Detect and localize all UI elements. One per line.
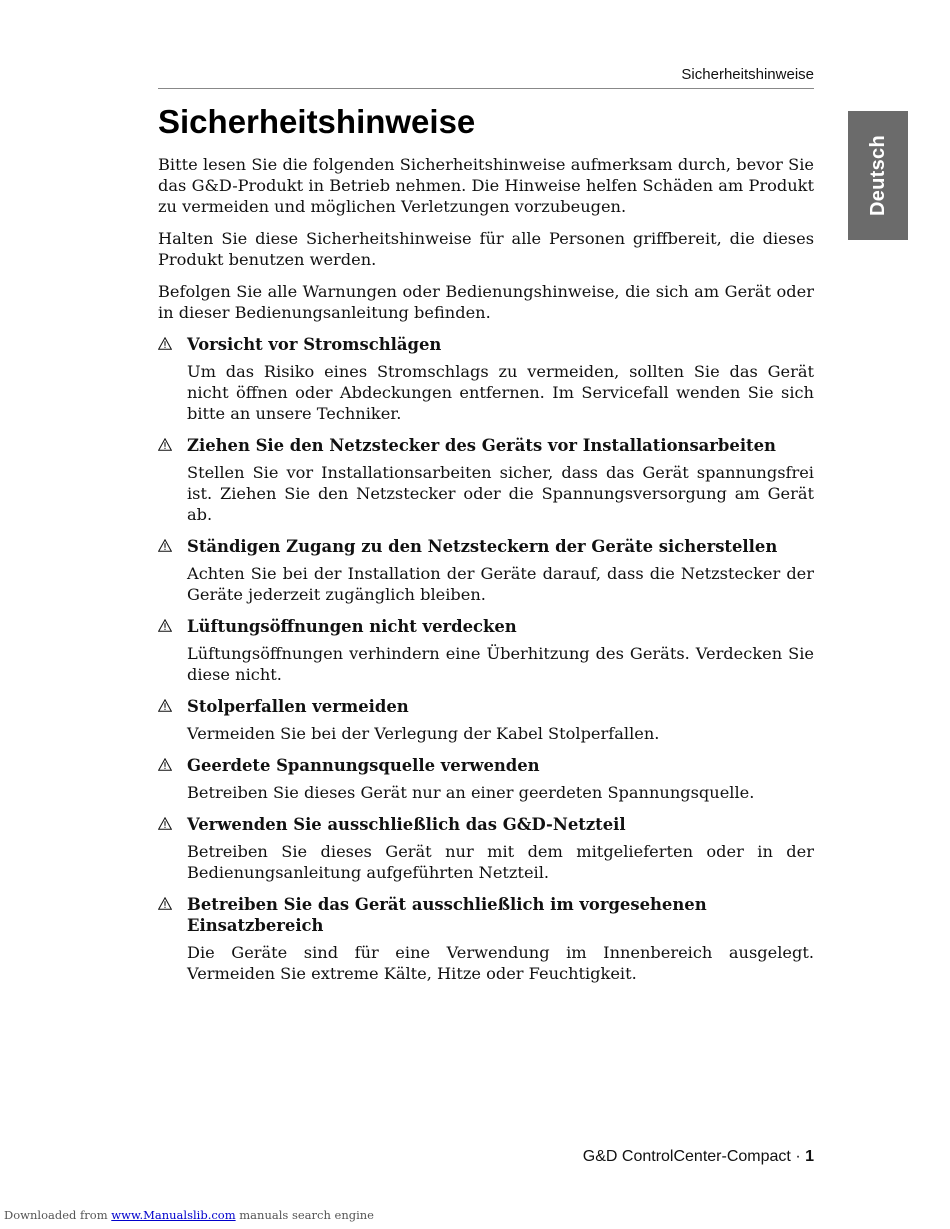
warning-triangle-icon [158,337,172,350]
download-note-prefix: Downloaded from [4,1208,108,1222]
warning-triangle-icon [158,817,172,830]
warning-heading: Vorsicht vor Stromschlägen [187,335,442,354]
warning-text: Stellen Sie vor Installationsarbeiten sicher, dass das Gerät spannungsfrei ist. Ziehen Sie den Netzstecker oder die Spannungsversorgung am Gerät ab. [187,463,814,524]
download-note [4,1208,374,1222]
warning-text: Lüftungsöffnungen verhindern eine Überhitzung des Geräts. Verdecken Sie diese nicht. [187,644,814,684]
warning-triangle-icon [158,897,172,910]
warning-item [158,435,814,525]
warning-text: Betreiben Sie dieses Gerät nur mit dem mitgelieferten oder in der Bedienungsanleitung aufgeführten Netzteil. [187,842,814,882]
warning-item [158,696,814,744]
footer-product: G&D ControlCenter-Compact [582,1148,791,1165]
warning-triangle-icon [158,539,172,552]
running-header: Sicherheitshinweise [158,66,814,89]
intro-paragraph: Befolgen Sie alle Warnungen oder Bedienungshinweise, die sich am Gerät oder in dieser Bedienungsanleitung befinden. [158,282,814,322]
warning-text: Um das Risiko eines Stromschlags zu vermeiden, sollten Sie das Gerät nicht öffnen oder Abdeckungen entfernen. Im Servicefall wenden Sie sich bitte an unsere Techniker. [187,362,814,423]
page-number: 1 [805,1148,814,1165]
warning-heading: Lüftungsöffnungen nicht verdecken [187,617,517,636]
warning-heading: Verwenden Sie ausschließlich das G&D-Netzteil [187,815,626,834]
warning-text: Die Geräte sind für eine Verwendung im Innenbereich ausgelegt. Vermeiden Sie extreme Kälte, Hitze oder Feuchtigkeit. [187,943,814,983]
warning-heading: Ziehen Sie den Netzstecker des Geräts vor Installationsarbeiten [187,436,776,455]
download-note-suffix: manuals search engine [239,1208,374,1222]
intro-paragraph: Halten Sie diese Sicherheitshinweise für alle Personen griffbereit, die dieses Produkt benutzen werden. [158,229,814,269]
warning-item [158,334,814,424]
safety-warnings-list [158,334,814,984]
warning-item [158,814,814,883]
warning-triangle-icon [158,699,172,712]
warning-item [158,536,814,605]
page-content [158,102,814,984]
page-title: Sicherheitshinweise [158,103,476,140]
warning-heading: Betreiben Sie das Gerät ausschließlich im vorgesehenen Einsatzbereich [187,895,707,935]
page-footer [583,1148,814,1166]
warning-heading: Ständigen Zugang zu den Netzsteckern der Geräte sicherstellen [187,537,778,556]
language-tab [848,111,908,240]
intro-paragraph: Bitte lesen Sie die folgenden Sicherheitshinweise aufmerksam durch, bevor Sie das G&D-Produkt in Betrieb nehmen. Die Hinweise helfen Schäden am Produkt zu vermeiden und möglichen Verletzungen vorzubeugen. [158,155,814,216]
language-tab-label: Deutsch [866,134,889,217]
footer-separator: · [795,1148,801,1165]
warning-text: Betreiben Sie dieses Gerät nur an einer geerdeten Spannungsquelle. [187,783,755,802]
manualslib-link[interactable]: www.Manualslib.com [111,1208,236,1222]
warning-item [158,616,814,685]
warning-heading: Stolperfallen vermeiden [187,697,409,716]
warning-text: Achten Sie bei der Installation der Geräte darauf, dass die Netzstecker der Geräte jederzeit zugänglich bleiben. [187,564,814,604]
warning-triangle-icon [158,619,172,632]
warning-text: Vermeiden Sie bei der Verlegung der Kabel Stolperfallen. [187,724,660,743]
warning-item [158,755,814,803]
warning-item [158,894,814,984]
warning-heading: Geerdete Spannungsquelle verwenden [187,756,540,775]
warning-triangle-icon [158,758,172,771]
warning-triangle-icon [158,438,172,451]
